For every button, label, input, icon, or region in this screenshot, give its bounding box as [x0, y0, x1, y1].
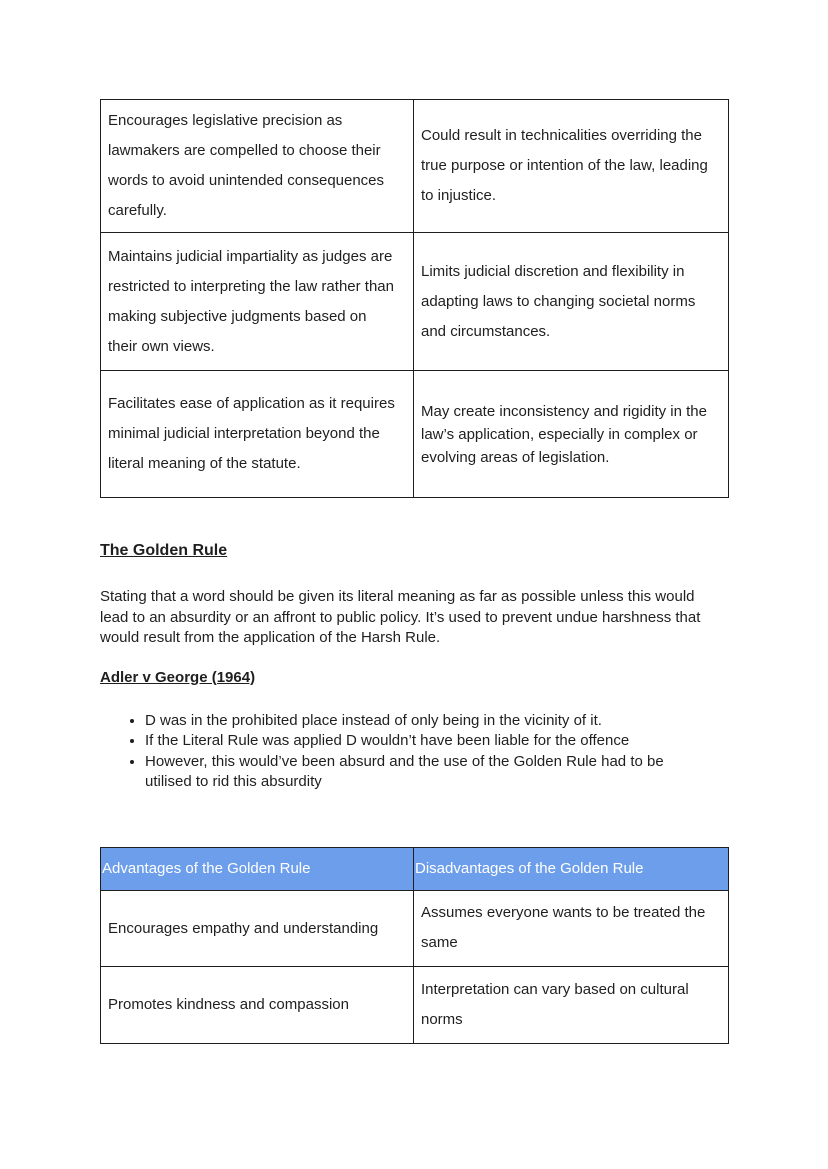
golden-disadvantage-cell: Interpretation can vary based on cultural norms	[414, 966, 729, 1043]
literal-rule-table	[100, 99, 729, 498]
advantages-header-cell: Advantages of the Golden Rule	[101, 847, 414, 890]
golden-rule-table	[100, 847, 729, 1044]
list-item: • D was in the prohibited place instead of only being in the vicinity of it.	[145, 711, 705, 732]
table-row	[101, 100, 729, 233]
literal-advantage-cell: Maintains judicial impartiality as judges are restricted to interpreting the law rather than making subjective judgments based on their own views.	[101, 233, 414, 371]
table-row	[101, 966, 729, 1043]
literal-advantage-cell: Facilitates ease of application as it requires minimal judicial interpretation beyond the literal meaning of the statute.	[101, 371, 414, 498]
golden-advantage-cell: Promotes kindness and compassion	[101, 966, 414, 1043]
literal-disadvantage-cell: May create inconsistency and rigidity in the law’s application, especially in complex or evolving areas of legislation.	[414, 371, 729, 498]
golden-advantage-cell: Encourages empathy and understanding	[101, 890, 414, 966]
list-item: • However, this would’ve been absurd and the use of the Golden Rule had to be utilised to rid this absurdity	[145, 752, 705, 793]
disadvantages-header-cell: Disadvantages of the Golden Rule	[414, 847, 729, 890]
case-heading-adler-v-george: Adler v George (1964)	[100, 668, 256, 686]
literal-disadvantage-cell: Limits judicial discretion and flexibility in adapting laws to changing societal norms and circumstances.	[414, 233, 729, 371]
table-row	[101, 890, 729, 966]
table-header-row	[101, 847, 729, 890]
table-row	[101, 233, 729, 371]
golden-rule-heading: The Golden Rule	[100, 542, 228, 559]
literal-advantage-cell: Encourages legislative precision as lawmakers are compelled to choose their words to avoid unintended consequences carefully.	[101, 100, 414, 233]
literal-disadvantage-cell: Could result in technicalities overriding the true purpose or intention of the law, leading to injustice.	[414, 100, 729, 233]
golden-rule-description: Stating that a word should be given its literal meaning as far as possible unless this would lead to an absurdity or an affront to public policy. It’s used to prevent undue harshness that would result from the application of the Harsh Rule.	[100, 588, 701, 646]
table-row	[101, 371, 729, 498]
case-bullet-list	[100, 711, 728, 793]
list-item: • If the Literal Rule was applied D wouldn’t have been liable for the offence	[145, 731, 705, 752]
golden-disadvantage-cell: Assumes everyone wants to be treated the same	[414, 890, 729, 966]
